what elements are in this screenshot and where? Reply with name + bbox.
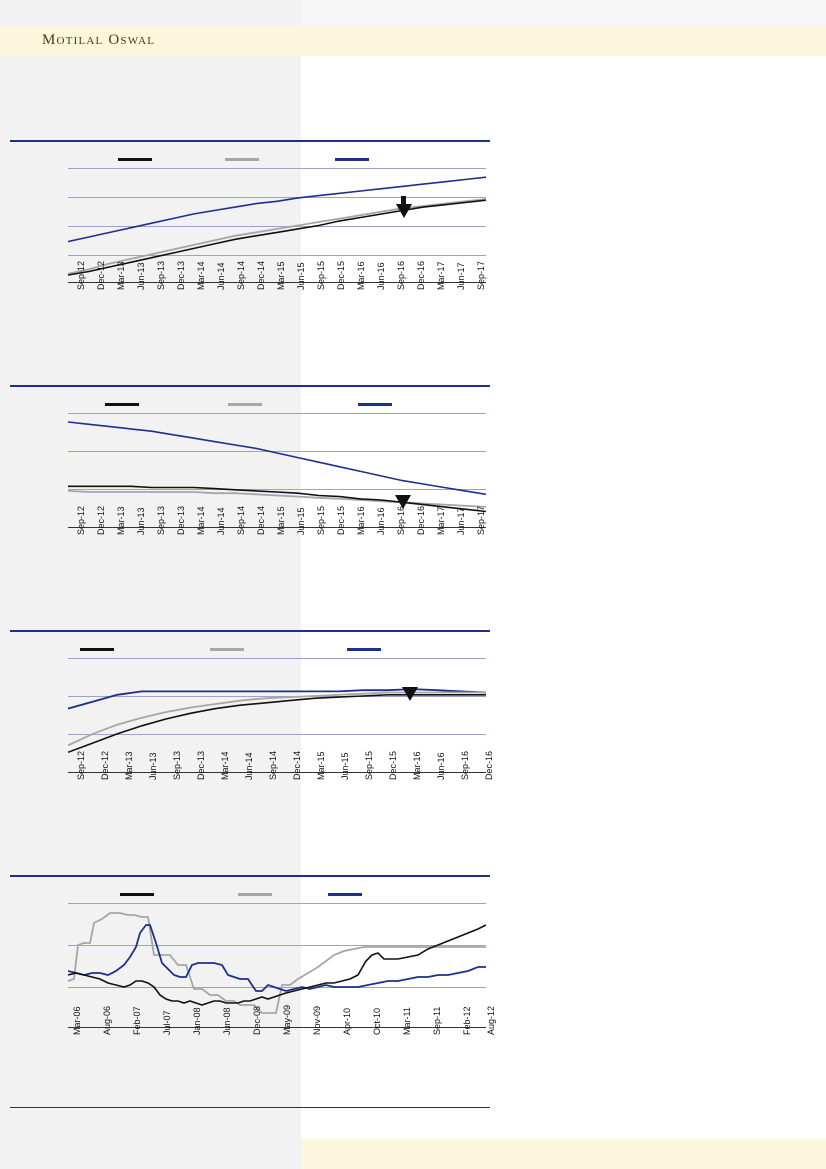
legend-swatch-gray (225, 158, 259, 161)
x-tick: Dec-15 (336, 260, 346, 290)
x-tick: Sep-15 (316, 260, 326, 290)
x-tick: Dec-16 (416, 260, 426, 290)
x-tick: Sep-17 (476, 260, 486, 290)
chart-block-2 (10, 385, 490, 615)
footer-band (301, 1139, 826, 1169)
chart-4-legend (10, 889, 490, 903)
x-tick: Dec-13 (176, 505, 186, 535)
legend-swatch-blue (347, 648, 381, 651)
x-tick: Dec-16 (484, 750, 494, 780)
x-tick: Feb-12 (462, 1006, 472, 1035)
x-tick: Aug-12 (486, 1005, 496, 1035)
x-tick: Mar-15 (316, 751, 326, 780)
legend-swatch-blue (328, 893, 362, 896)
x-tick: Jun-17 (456, 507, 466, 535)
x-tick: Sep-16 (396, 505, 406, 535)
x-tick: May-09 (282, 1004, 292, 1035)
x-tick: Jun-08 (222, 1007, 232, 1035)
x-tick: Jun-13 (136, 507, 146, 535)
x-tick: Sep-15 (364, 750, 374, 780)
brand-title: Motilal Oswal (42, 32, 156, 48)
legend-swatch-gray (228, 403, 262, 406)
x-tick: Jun-14 (216, 262, 226, 290)
chart-1-x-axis (68, 260, 486, 350)
x-tick: Dec-13 (196, 750, 206, 780)
x-tick: Feb-07 (132, 1006, 142, 1035)
x-tick: Jun-16 (376, 507, 386, 535)
x-tick: Sep-15 (316, 505, 326, 535)
legend-swatch-black (105, 403, 139, 406)
x-tick: Sep-14 (236, 260, 246, 290)
x-tick: Mar-17 (436, 506, 446, 535)
x-tick: Jun-17 (456, 262, 466, 290)
x-tick: Mar-14 (220, 751, 230, 780)
top-strip (301, 0, 826, 26)
x-tick: Sep-14 (268, 750, 278, 780)
chart-4-series-black (68, 925, 486, 1005)
x-tick: Sep-11 (432, 1006, 442, 1035)
x-tick: Dec-14 (292, 750, 302, 780)
x-tick: Mar-16 (412, 751, 422, 780)
x-tick: Nov-09 (312, 1005, 322, 1035)
x-tick: Dec-14 (256, 260, 266, 290)
chart-4-svg (68, 903, 486, 1028)
x-tick: Sep-17 (476, 505, 486, 535)
x-tick: Jun-13 (136, 262, 146, 290)
chart-2-x-axis (68, 505, 486, 595)
x-tick: Jun-15 (340, 752, 350, 780)
legend-swatch-black (80, 648, 114, 651)
x-tick: Dec-12 (100, 750, 110, 780)
x-tick: Sep-16 (460, 750, 470, 780)
x-tick: Jun-15 (296, 507, 306, 535)
x-tick: Mar-15 (276, 506, 286, 535)
x-tick: Mar-14 (196, 261, 206, 290)
chart-block-3 (10, 630, 494, 860)
chart-3-legend (10, 644, 490, 658)
x-tick: Mar-13 (124, 751, 134, 780)
legend-swatch-black (120, 893, 154, 896)
chart-2-legend (10, 399, 490, 413)
x-tick: Mar-13 (116, 506, 126, 535)
x-tick: Sep-12 (76, 750, 86, 780)
x-tick: Sep-16 (396, 260, 406, 290)
chart-4-top-rule (10, 875, 490, 877)
legend-swatch-gray (238, 893, 272, 896)
x-tick: Aug-06 (102, 1005, 112, 1035)
x-tick: Jun-13 (148, 752, 158, 780)
chart-4-plot (68, 903, 486, 1028)
chart-1-top-rule (10, 140, 490, 142)
x-tick: Apr-10 (342, 1007, 352, 1035)
x-tick: Mar-13 (116, 261, 126, 290)
x-tick: Sep-13 (172, 750, 182, 780)
x-tick: Dec-13 (176, 260, 186, 290)
x-tick: Jun-16 (436, 752, 446, 780)
x-tick: Mar-11 (402, 1007, 412, 1035)
x-tick: Jun-16 (376, 262, 386, 290)
x-tick: Jun-15 (296, 262, 306, 290)
x-tick: Oct-10 (372, 1007, 382, 1035)
x-tick: Dec-12 (96, 260, 106, 290)
legend-swatch-black (118, 158, 152, 161)
chart-3-top-rule (10, 630, 490, 632)
x-tick: Dec-14 (256, 505, 266, 535)
x-tick: Sep-12 (76, 505, 86, 535)
chart-1-marker-stem (401, 196, 406, 210)
x-tick: Mar-16 (356, 506, 366, 535)
x-tick: Dec-12 (96, 505, 106, 535)
chart-1-legend (10, 154, 490, 168)
x-tick: Mar-17 (436, 261, 446, 290)
chart-3-series-gray (68, 693, 486, 746)
chart-2-series-blue (68, 422, 486, 494)
x-tick: Jun-14 (244, 752, 254, 780)
chart-3-x-axis (68, 750, 494, 840)
chart-2-top-rule (10, 385, 490, 387)
x-tick: Mar-14 (196, 506, 206, 535)
legend-swatch-gray (210, 648, 244, 651)
x-tick: Dec-15 (336, 505, 346, 535)
x-tick: Sep-14 (236, 505, 246, 535)
chart-4-series-gray (68, 913, 486, 1013)
chart-block-4 (10, 875, 496, 1115)
x-tick: Dec-08 (252, 1005, 262, 1035)
x-tick: Mar-16 (356, 261, 366, 290)
x-tick: Dec-16 (416, 505, 426, 535)
x-tick: Mar-06 (72, 1006, 82, 1035)
x-tick: Dec-15 (388, 750, 398, 780)
chart-4-bottom-rule (10, 1107, 490, 1108)
chart-4-x-axis (68, 1004, 496, 1095)
x-tick: Jul-07 (162, 1010, 172, 1035)
chart-4-series-blue (68, 925, 486, 991)
x-tick: Mar-15 (276, 261, 286, 290)
x-tick: Jan-08 (192, 1007, 202, 1035)
legend-swatch-blue (335, 158, 369, 161)
chart-block-1 (10, 140, 490, 370)
x-tick: Sep-13 (156, 505, 166, 535)
chart-3-series-black (68, 695, 486, 753)
x-tick: Sep-12 (76, 260, 86, 290)
legend-swatch-blue (358, 403, 392, 406)
x-tick: Jun-14 (216, 507, 226, 535)
x-tick: Sep-13 (156, 260, 166, 290)
